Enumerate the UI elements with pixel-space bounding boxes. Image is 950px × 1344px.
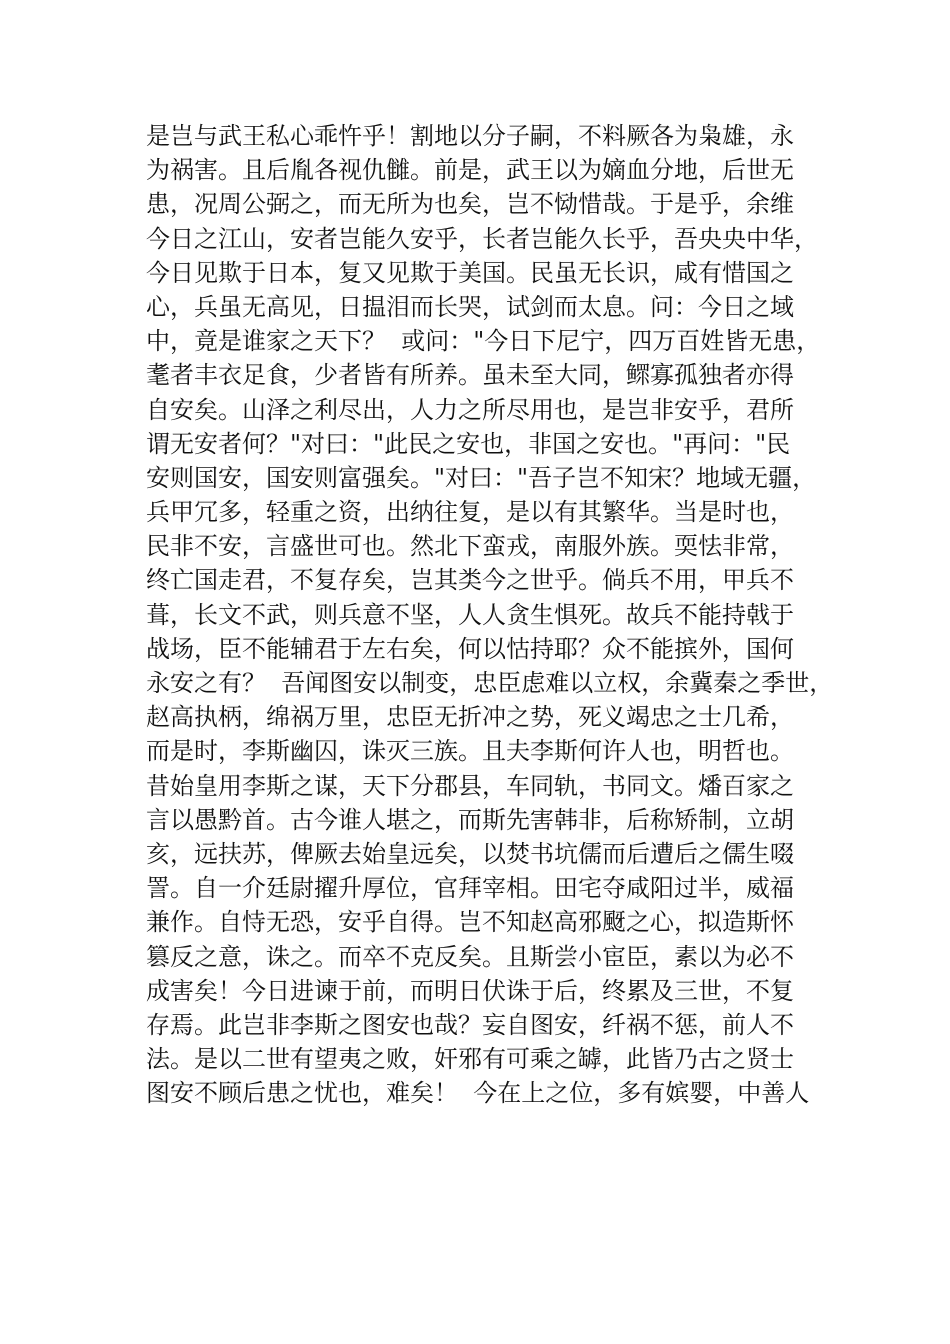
text-line: 终亡国走君，不复存矣，岂其类今之世乎。倘兵不用，甲兵不 <box>146 566 794 595</box>
text-line: 永安之有？ 吾闻图安以制变，忠臣虑难以立权，余冀秦之季世， <box>146 669 834 697</box>
text-line: 赵高执柄，绵祸万里，忠臣无折冲之势，死义竭忠之士几希， <box>146 703 794 732</box>
text-line: 法。是以二世有望夷之败，奸邪有可乘之罅，此皆乃古之贤士 <box>146 1045 794 1074</box>
text-line: 言以愚黔首。古今谁人堪之，而斯先害韩非，后称矫制，立胡 <box>146 805 794 834</box>
text-line: 今日之江山，安者岂能久安乎，长者岂能久长乎，吾央央中华， <box>146 224 818 253</box>
text-line: 葺，长文不武，则兵意不坚，人人贪生惧死。故兵不能持戟于 <box>146 600 794 629</box>
text-line: 成害矣！今日进谏于前，而明日伏诛于后，终累及三世，不复 <box>146 976 794 1005</box>
text-line: 心，兵虽无高见，日揾泪而长哭，试剑而太息。问：今日之域 <box>146 292 794 321</box>
body-text <box>146 119 834 1110</box>
text-line: 存焉。此岂非李斯之图安也哉？妄自图安，纤祸不惩，前人不 <box>146 1010 794 1039</box>
text-line: 为祸害。且后胤各视仇雠。前是，武王以为嫡血分地，后世无 <box>146 156 794 185</box>
text-line: 中，竟是谁家之天下？ 或问："今日下尼宁，四万百姓皆无患， <box>146 327 821 356</box>
text-line: 而是时，李斯幽囚，诛灭三族。且夫李斯何许人也，明哲也。 <box>146 737 794 766</box>
text-line: 今日见欺于日本，复又见欺于美国。民虽无长识，咸有惜国之 <box>146 258 794 287</box>
text-line: 自安矣。山泽之利尽出，人力之所尽用也，是岂非安乎，君所 <box>146 395 794 424</box>
text-line: 是岂与武王私心乖忤乎！割地以分子嗣，不料厥各为枭雄，永 <box>146 122 794 150</box>
text-line: 安则国安，国安则富强矣。"对曰："吾子岂不知宋？地域无疆， <box>146 463 817 492</box>
text-line: 谓无安者何？"对曰："此民之安也，非国之安也。"再问："民 <box>146 429 791 458</box>
text-line: 耄者丰衣足食，少者皆有所养。虽未至大同，鳏寡孤独者亦得 <box>146 361 794 390</box>
text-line: 图安不顾后患之忧也，难矣！ 今在上之位，多有嫔婴，中善人 <box>146 1079 810 1108</box>
text-line: 战场，臣不能辅君于左右矣，何以怙持耶？众不能摈外，国何 <box>146 634 794 663</box>
text-line: 民非不安，言盛世可也。然北下蛮戎，南服外族。耎怯非常， <box>146 532 794 561</box>
text-line: 詈。自一介廷尉擢升厚位，官拜宰相。田宅夺咸阳过半，威福 <box>146 874 794 903</box>
text-line: 昔始皇用李斯之谋，天下分郡县，车同轨，书同文。燔百家之 <box>146 771 794 800</box>
text-line: 兼作。自恃无恐，安乎自得。岂不知赵高邪颬之心，拟造斯怀 <box>146 908 794 937</box>
text-line: 患，况周公弼之，而无所为也矣，岂不恸惜哉。于是乎，余维 <box>146 190 794 219</box>
text-line: 兵甲冗多，轻重之资，出纳往复，是以有其繁华。当是时也， <box>146 498 794 527</box>
text-line: 亥，远扶苏，俾厥去始皇远矣，以焚书坑儒而后遭后之儒生啜 <box>146 839 794 868</box>
text-line: 篡反之意，诛之。而卒不克反矣。且斯尝小宦臣，素以为必不 <box>146 942 794 971</box>
